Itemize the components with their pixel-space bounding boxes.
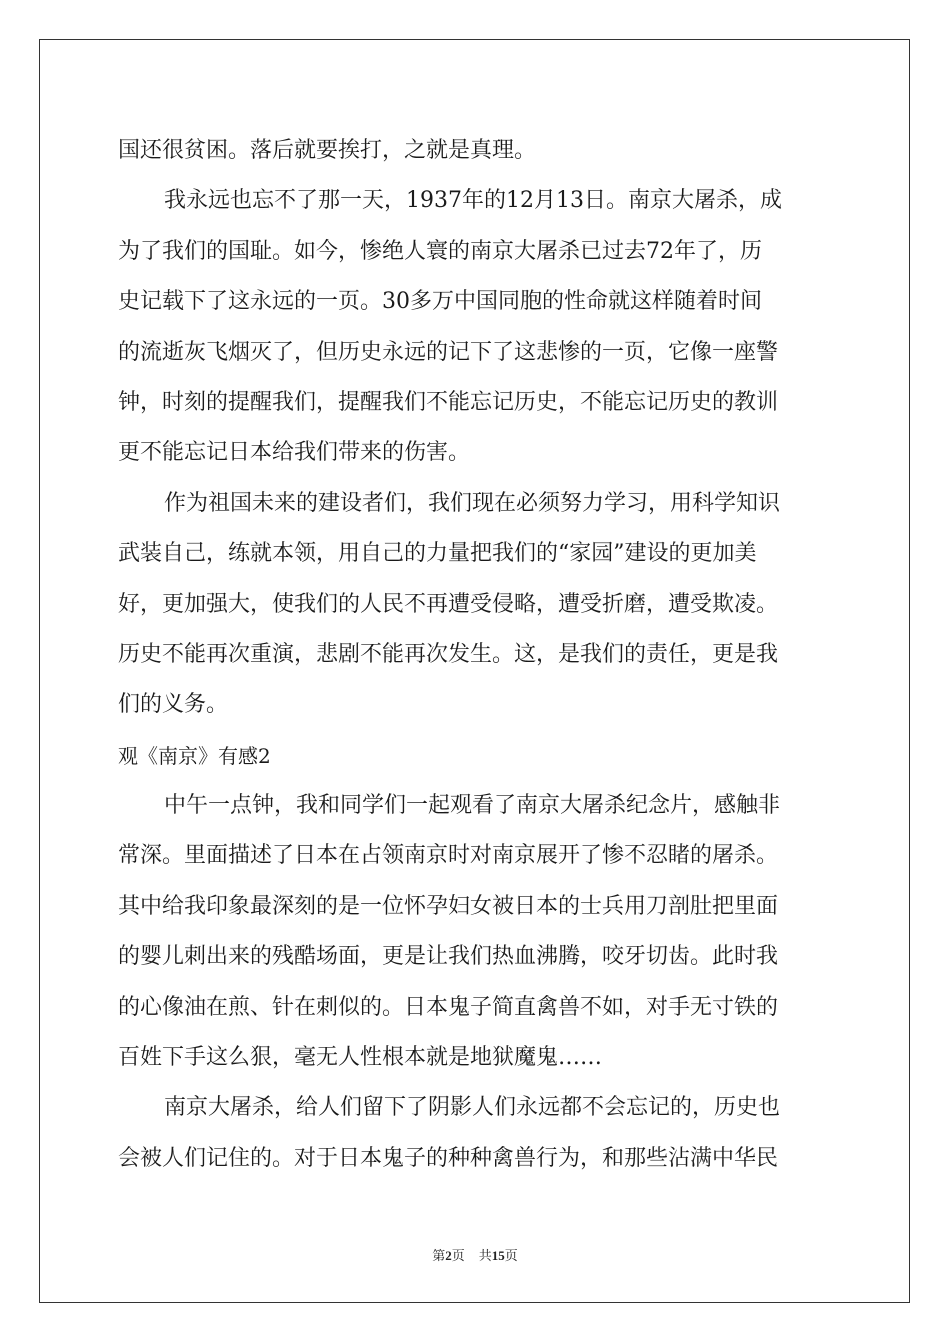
text-line: 历史不能再次重演，悲剧不能再次发生。这，是我们的责任，更是我 [118,641,779,667]
section-heading: 观《南京》有感2 [118,743,271,768]
text-line: 的婴儿刺出来的残酷场面，更是让我们热血沸腾，咬牙切齿。此时我 [118,944,779,970]
text-line: 国还很贫困。落后就要挨打，之就是真理。 [118,138,537,163]
page-suffix: 页 [451,1249,465,1264]
text-line: 作为祖国未来的建设者们，我们现在必须努力学习，用科学知识 [164,490,781,516]
text-line: 的流逝灰飞烟灭了，但历史永远的记下了这悲惨的一页，它像一座警 [118,339,779,365]
total-prefix: 共 [478,1249,492,1264]
text-line: 的心像油在煎、针在刺似的。日本鬼子简直禽兽不如，对手无寸铁的 [118,994,779,1020]
text-line: 南京大屠杀，给人们留下了阴影人们永远都不会忘记的，历史也 [164,1095,781,1121]
text-line: 钟，时刻的提醒我们，提醒我们不能忘记历史，不能忘记历史的教训 [118,389,779,415]
text-line: 常深。里面描述了日本在占领南京时对南京展开了惨不忍睹的屠杀。 [118,843,779,869]
page-footer [0,1246,950,1267]
text-line: 武装自己，练就本领，用自己的力量把我们的“家园”建设的更加美 [118,541,757,567]
page-prefix: 第 [432,1249,446,1264]
text-line: 为了我们的国耻。如今，惨绝人寰的南京大屠杀已过去72年了，历 [118,238,762,264]
text-line: 好，更加强大，使我们的人民不再遭受侵略，遭受折磨，遭受欺凌。 [118,591,779,617]
text-line: 们的义务。 [118,692,229,718]
text-line: 我永远也忘不了那一天，1937年的12月13日。南京大屠杀，成 [164,188,782,214]
total-pages: 15 [491,1248,505,1263]
text-line: 其中给我印象最深刻的是一位怀孕妇女被日本的士兵用刀剖肚把里面 [118,893,779,919]
total-suffix: 页 [504,1249,518,1264]
page-number: 2 [445,1248,452,1263]
text-line: 百姓下手这么狠，毫无人性根本就是地狱魔鬼…… [118,1045,603,1071]
text-line: 中午一点钟，我和同学们一起观看了南京大屠杀纪念片，感触非 [164,793,781,819]
text-line: 史记载下了这永远的一页。30多万中国同胞的性命就这样随着时间 [118,289,762,315]
text-line: 更不能忘记日本给我们带来的伤害。 [118,440,471,466]
document-body [118,126,834,1184]
text-line: 会被人们记住的。对于日本鬼子的种种禽兽行为，和那些沾满中华民 [118,1145,779,1171]
